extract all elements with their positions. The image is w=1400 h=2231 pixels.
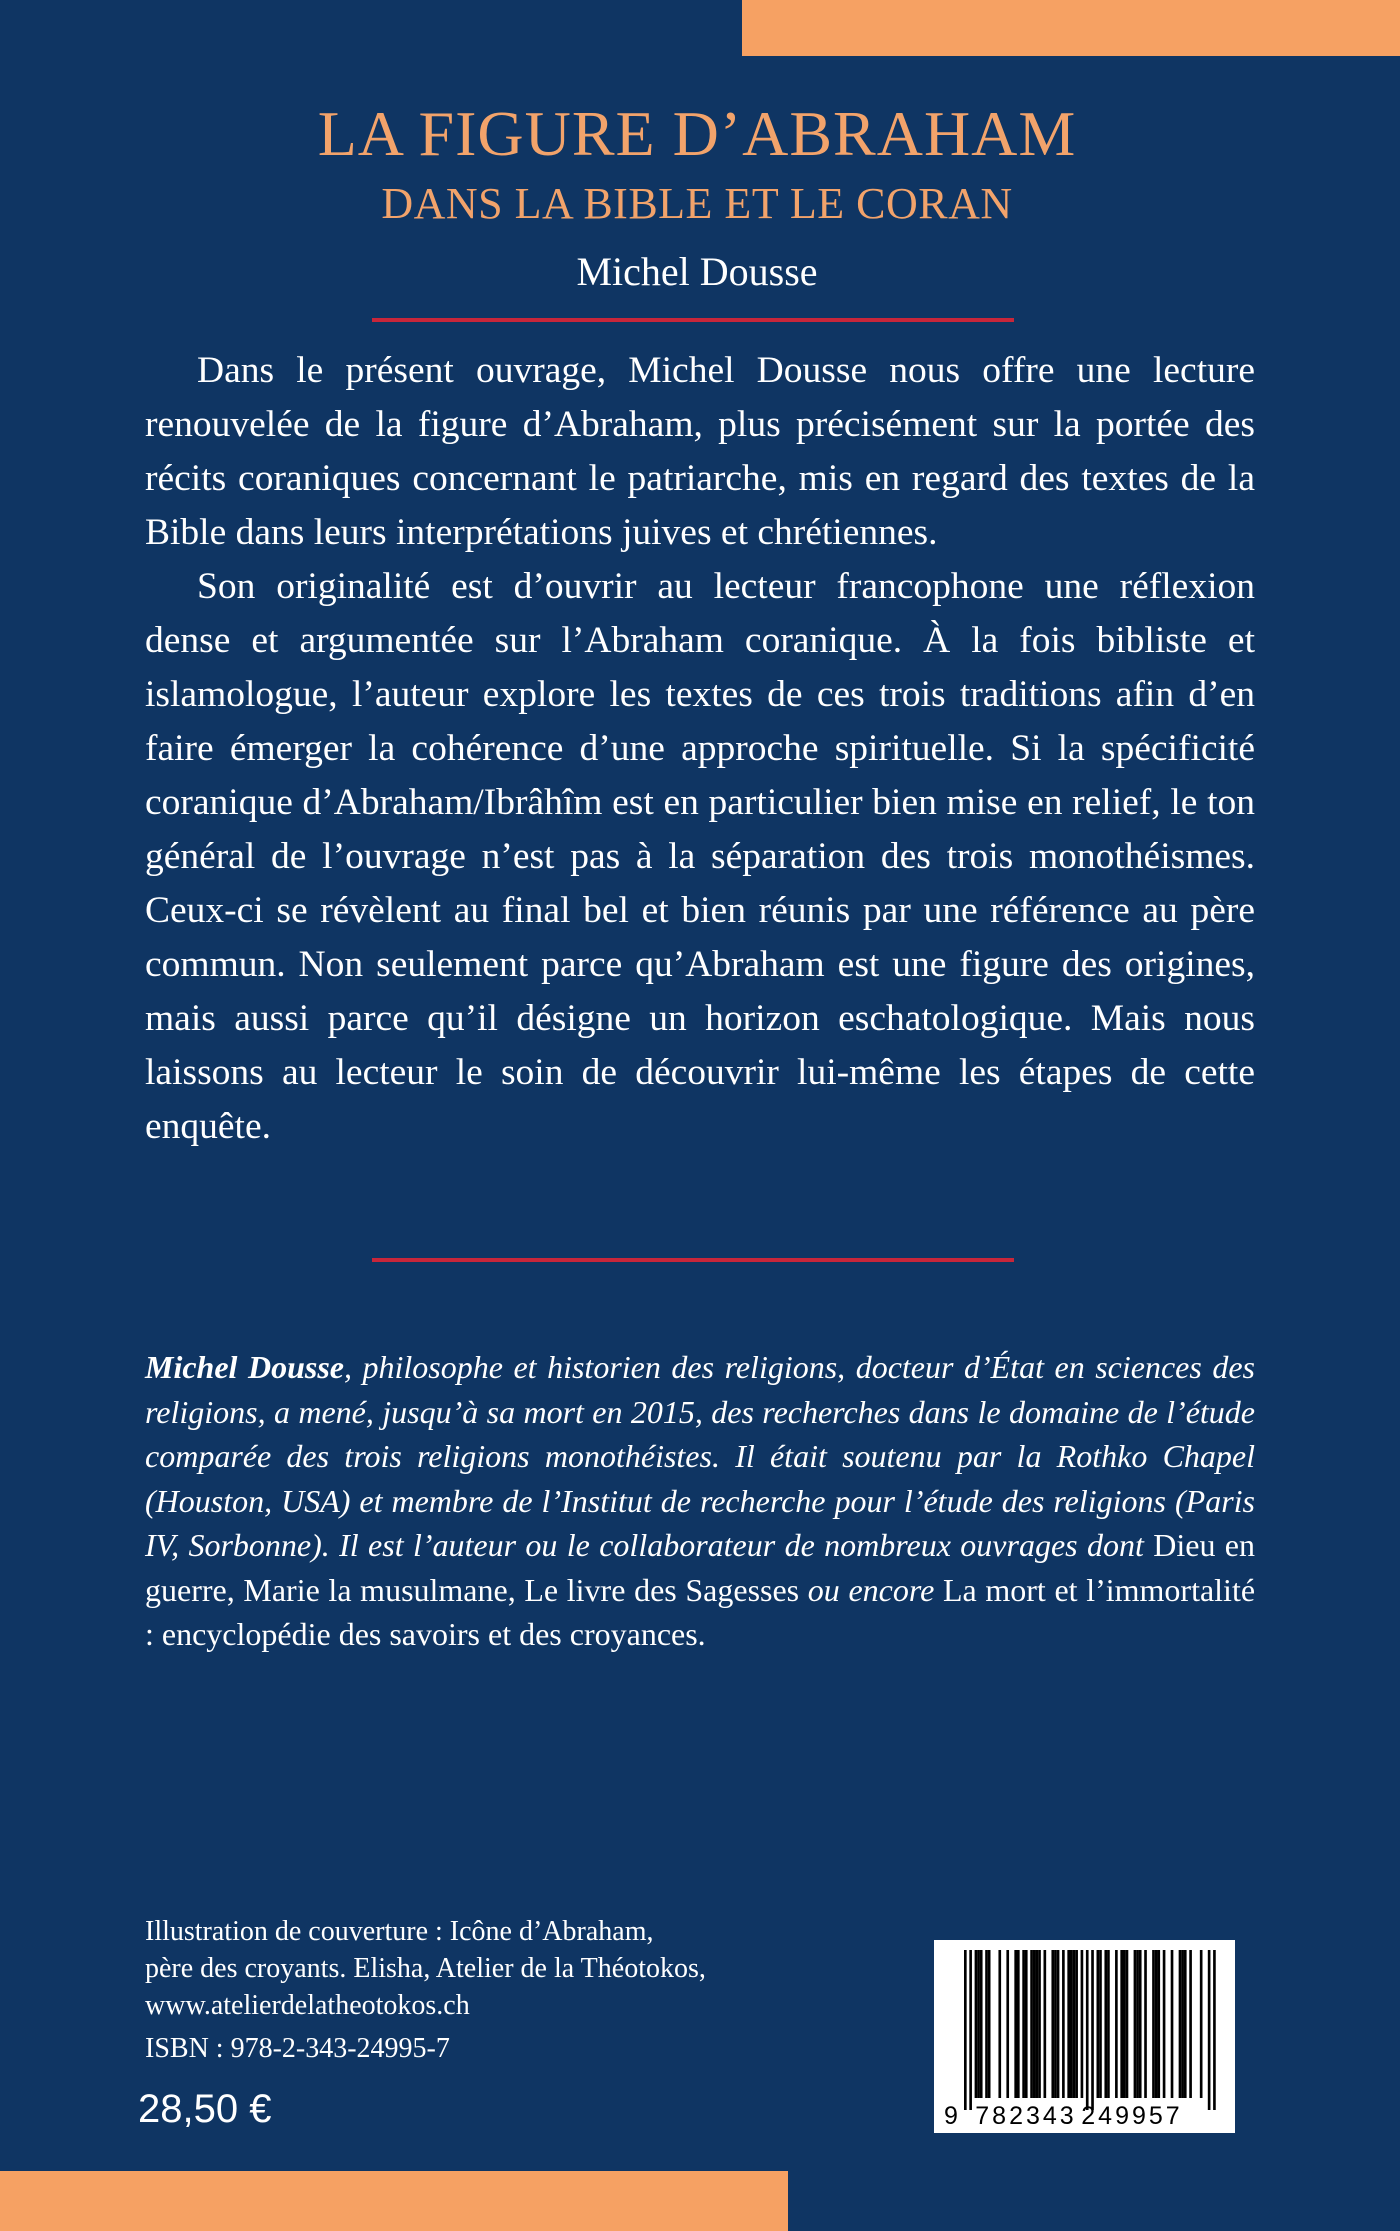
barcode-bar xyxy=(1073,1950,1076,2098)
barcode-bar xyxy=(1091,1950,1094,2110)
barcode-bar xyxy=(1054,1950,1057,2098)
barcode-bar xyxy=(1152,1950,1155,2098)
barcode-bar xyxy=(1062,1950,1065,2098)
barcode-left-digits: 782343 xyxy=(975,2102,1077,2130)
barcode-bar xyxy=(1126,1950,1129,2098)
bio-book-title: Marie la musulmane xyxy=(243,1571,508,1608)
barcode-bar xyxy=(1107,1950,1110,2098)
bio-text: , philosophe et historien des religions, docteur d’État en sciences des religions, a mené, jusqu’à sa mort en 2015, des recherches dans le domaine de l’étude comparée des trois religions monothéistes. Il était soutenu par la Rothko Chapel (Houston, USA) et membre de l’Institut de recherche pour l’étude des religions (Paris IV, Sorbonne). Il est l’auteur ou le collaborateur de nombreux ouvrages dont xyxy=(145,1349,1256,1563)
book-title: LA FIGURE D’ABRAHAM xyxy=(317,98,1077,169)
barcode-bar xyxy=(1134,1950,1137,2098)
barcode-first-digit: 9 xyxy=(944,2102,958,2130)
barcode-bar xyxy=(975,1950,978,2098)
credit-line: www.atelierdelatheotokos.ch xyxy=(145,1990,470,2021)
price: 28,50 € xyxy=(138,2087,272,2131)
barcode-bar xyxy=(1070,1950,1073,2098)
barcode-bar xyxy=(1036,1950,1039,2098)
top-orange-band xyxy=(742,0,1400,56)
barcode-bar xyxy=(1099,1950,1102,2098)
barcode-bar xyxy=(1081,1950,1084,2098)
barcode-bar xyxy=(1139,1950,1142,2098)
bio-book-title: Le livre des Sagesses xyxy=(524,1571,800,1608)
barcode-bar xyxy=(1014,1950,1017,2098)
summary-text xyxy=(145,344,1255,1154)
barcode-bar xyxy=(1200,1950,1203,2098)
barcode-bar xyxy=(977,1950,980,2098)
barcode-bar xyxy=(1163,1950,1166,2098)
barcode-bar xyxy=(1051,1950,1054,2098)
summary-paragraph: Son originalité est d’ouvrir au lecteur francophone une réflexion dense et argumentée sur l’Abraham coranique. À la fois bibliste et islamologue, l’auteur explore les textes de ces trois traditions afin d’en faire émerger la cohérence d’une approche spirituelle. Si la spécificité coranique d’Abraham/Ibrâhîm est en particulier bien mise en relief, le ton général de l’ouvrage n’est pas à la séparation des trois monothéismes. Ceux-ci se révèlent au final bel et bien réunis par une référence au père commun. Non seulement parce qu’Abraham est une figure des origines, mais aussi parce qu’il désigne un horizon eschatologique. Mais nous laissons au lecteur le soin de découvrir lui-même les étapes de cette enquête. xyxy=(145,566,1255,1147)
barcode-bar xyxy=(1213,1950,1216,2110)
bio-end: . xyxy=(697,1616,706,1652)
barcode-bar xyxy=(1017,1950,1020,2098)
barcode-bar xyxy=(964,1950,967,2110)
credit-line: père des croyants. Elisha, Atelier de la Théotokos, xyxy=(145,1953,706,1984)
barcode-bar xyxy=(1086,1950,1089,2110)
bio-book-title: La mort et l’immortalité : encyclopédie des savoirs et des croyances xyxy=(145,1571,1256,1652)
barcode-bar xyxy=(1179,1950,1182,2098)
barcode-bar xyxy=(1123,1950,1126,2098)
divider-bottom xyxy=(372,1258,1014,1262)
barcode-graphic xyxy=(934,1940,1235,2133)
bio-text: ou encore xyxy=(799,1571,943,1608)
barcode-bar xyxy=(1104,1950,1107,2098)
credit-line: Illustration de couverture : Icône d’Abraham, xyxy=(145,1916,654,1947)
barcode-bar xyxy=(969,1950,972,2110)
barcode-bar xyxy=(1144,1950,1147,2098)
barcode-bar xyxy=(1022,1950,1025,2098)
barcode-bar xyxy=(1171,1950,1174,2098)
barcode-bar xyxy=(985,1950,988,2098)
barcode-bar xyxy=(1057,1950,1060,2098)
cover-credit xyxy=(145,1913,845,2024)
divider-top xyxy=(372,318,1014,322)
barcode-bar xyxy=(1189,1950,1192,2098)
author-name: Michel Dousse xyxy=(576,249,818,294)
author-bio xyxy=(145,1345,1255,1657)
barcode-bar xyxy=(1067,1950,1070,2098)
barcode-bar xyxy=(1044,1950,1047,2098)
barcode-bar xyxy=(980,1950,983,2098)
summary-paragraph: Dans le présent ouvrage, Michel Dousse nous offre une lecture renouvelée de la figure d’Abraham, plus précisément sur la portée des récits coraniques concernant le patriarche, mis en regard des textes de la Bible dans leurs interprétations juives et chrétiennes. xyxy=(145,350,1255,553)
barcode-bar xyxy=(1155,1950,1158,2098)
barcode-bar xyxy=(1184,1950,1187,2098)
barcode-bar xyxy=(1030,1950,1033,2098)
barcode-bar xyxy=(988,1950,991,2098)
barcode-bar xyxy=(1025,1950,1028,2098)
bio-separator: , xyxy=(507,1571,525,1608)
barcode-bar xyxy=(1157,1950,1160,2098)
barcode-bar xyxy=(1033,1950,1036,2098)
book-subtitle: DANS LA BIBLE ET LE CORAN xyxy=(381,179,1013,228)
barcode-bar xyxy=(1136,1950,1139,2098)
bio-author-name: Michel Dousse xyxy=(145,1349,344,1385)
barcode-bar xyxy=(998,1950,1001,2098)
barcode-bar xyxy=(1075,1950,1078,2098)
barcode-bar xyxy=(1120,1950,1123,2098)
bio-book-title: Dieu en guerre xyxy=(145,1527,1256,1608)
isbn-number: ISBN : 978-2-343-24995-7 xyxy=(145,2033,450,2064)
barcode-bars xyxy=(964,1950,1216,2110)
barcode-bar xyxy=(1097,1950,1100,2098)
barcode-bar xyxy=(1208,1950,1211,2110)
barcode-bar xyxy=(1006,1950,1009,2098)
bio-separator: , xyxy=(226,1571,244,1608)
barcode-bar xyxy=(1115,1950,1118,2098)
barcode-bar xyxy=(1181,1950,1184,2098)
barcode-bar xyxy=(1038,1950,1041,2098)
barcode-right-digits: 249957 xyxy=(1081,2102,1183,2130)
barcode xyxy=(934,1940,1235,2133)
bottom-orange-band xyxy=(0,2171,788,2231)
